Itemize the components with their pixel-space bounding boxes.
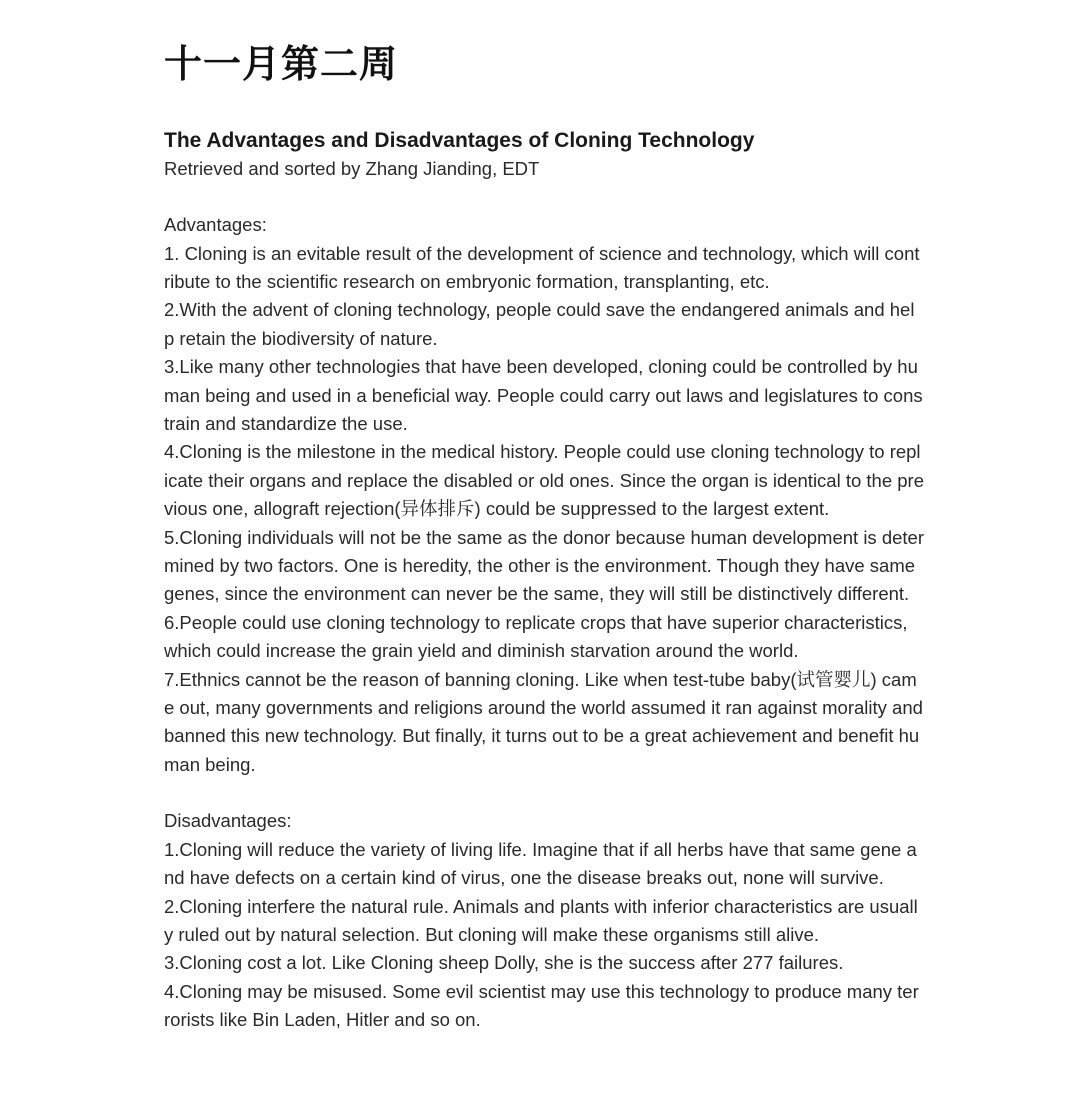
document-page (164, 36, 924, 1035)
advantage-item: 2.With the advent of cloning technology, people could save the endangered animals and help retain the biodiversity of nature. (164, 299, 915, 349)
advantages-section (164, 211, 924, 779)
document-title: The Advantages and Disadvantages of Cloning Technology (164, 129, 755, 152)
advantage-item: 5.Cloning individuals will not be the same as the donor because human development is determined by two factors. One is heredity, the other is the environment. Though they have same genes, since the environment can never be the same, they will still be distinctively different. (164, 526, 924, 605)
document-byline: Retrieved and sorted by Zhang Jianding, EDT (164, 158, 540, 179)
advantages-heading: Advantages: (164, 214, 267, 235)
disadvantage-item: 2.Cloning interfere the natural rule. Animals and plants with inferior characteristics are usually ruled out by natural selection. But cloning will make these organisms still alive. (164, 895, 918, 945)
week-title: 十一月第二周 (164, 42, 399, 86)
advantage-item: 7.Ethnics cannot be the reason of banning cloning. Like when test-tube baby(试管婴儿) came out, many governments and religions around the world assumed it ran against morality and banned this new technology. But finally, it turns out to be a great achievement and benefit human being. (164, 668, 923, 775)
advantage-item: 6.People could use cloning technology to replicate crops that have superior characteristics, which could increase the grain yield and diminish starvation around the world. (164, 611, 908, 662)
advantage-item: 4.Cloning is the milestone in the medical history. People could use cloning technology to replicate their organs and replace the disabled or old ones. Since the organ is identical to the previous one, allograft rejection(异体排斥) could be suppressed to the largest extent. (164, 441, 925, 520)
advantage-item: 3.Like many other technologies that have been developed, cloning could be controlled by human being and used in a beneficial way. People could carry out laws and legislatures to constrain and standardize the use. (164, 356, 923, 434)
advantage-item: 1. Cloning is an evitable result of the development of science and technology, which will contribute to the scientific research on embryonic formation, transplanting, etc. (164, 242, 920, 292)
disadvantages-section (164, 807, 924, 1034)
disadvantage-item: 4.Cloning may be misused. Some evil scientist may use this technology to produce many terrorists like Bin Laden, Hitler and so on. (164, 980, 919, 1031)
disadvantage-item: 3.Cloning cost a lot. Like Cloning sheep Dolly, she is the success after 277 failures. (164, 952, 844, 974)
disadvantage-item: 1.Cloning will reduce the variety of living life. Imagine that if all herbs have that same gene and have defects on a certain kind of virus, one the disease breaks out, none will survive. (164, 838, 917, 889)
disadvantages-heading: Disadvantages: (164, 810, 292, 832)
